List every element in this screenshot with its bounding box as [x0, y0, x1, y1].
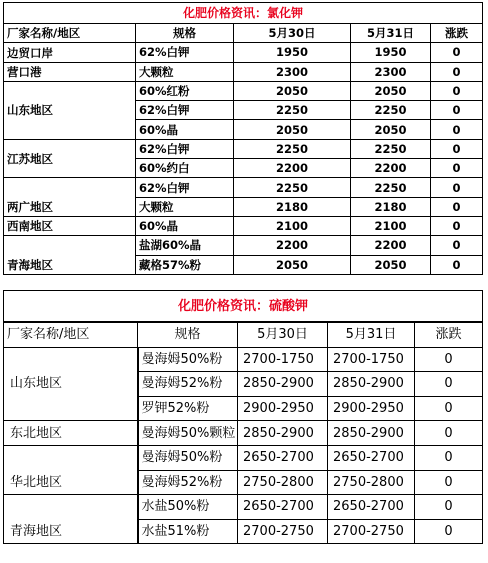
spec-cell: 盐湖60%晶	[136, 236, 234, 255]
table-title: 化肥价格资讯：硫酸钾	[4, 291, 483, 323]
change-cell: 0	[431, 216, 483, 235]
price-cell: 2200	[234, 236, 351, 255]
price-cell: 2050	[351, 255, 431, 274]
price-cell: 2650-2700	[328, 445, 415, 470]
table-row	[4, 495, 483, 520]
column-header-change: 涨跌	[431, 24, 483, 43]
price-cell: 2050	[351, 120, 431, 139]
region-cell: 华北地区	[4, 445, 138, 494]
price-cell: 2200	[351, 159, 431, 178]
column-header-change: 涨跌	[415, 322, 483, 347]
change-cell: 0	[431, 197, 483, 216]
spec-cell: 62%白钾	[136, 101, 234, 120]
price-cell: 2700-2750	[238, 519, 328, 544]
price-cell: 2180	[234, 197, 351, 216]
table-row	[4, 81, 483, 100]
price-cell: 2650-2700	[238, 495, 328, 520]
spec-cell: 60%晶	[136, 216, 234, 235]
change-cell: 0	[431, 139, 483, 158]
price-cell: 2250	[351, 139, 431, 158]
spec-cell: 曼海姆50%粉	[138, 347, 238, 372]
region-cell: 江苏地区	[4, 139, 136, 178]
region-cell: 两广地区	[4, 178, 136, 217]
price-cell: 2850-2900	[328, 372, 415, 397]
region-cell: 东北地区	[4, 421, 138, 446]
table-row	[4, 62, 483, 81]
change-cell: 0	[415, 519, 483, 544]
table-row	[4, 236, 483, 255]
change-cell: 0	[431, 101, 483, 120]
column-header-region: 厂家名称/地区	[4, 322, 138, 347]
change-cell: 0	[431, 120, 483, 139]
table-row	[4, 43, 483, 62]
change-cell: 0	[415, 495, 483, 520]
price-cell: 2300	[234, 62, 351, 81]
region-cell: 山东地区	[4, 347, 138, 421]
column-header-date-1: 5月30日	[238, 322, 328, 347]
table-row	[4, 139, 483, 158]
price-cell: 2050	[234, 81, 351, 100]
change-cell: 0	[415, 470, 483, 495]
spec-cell: 曼海姆50%颗粒	[138, 421, 238, 446]
spec-cell: 水盐50%粉	[138, 495, 238, 520]
column-header-date-2: 5月31日	[351, 24, 431, 43]
potassium-chloride-price-table	[3, 2, 483, 275]
spec-cell: 60%晶	[136, 120, 234, 139]
change-cell: 0	[431, 255, 483, 274]
price-cell: 2900-2950	[238, 396, 328, 421]
spec-cell: 60%红粉	[136, 81, 234, 100]
spec-cell: 曼海姆52%粉	[138, 372, 238, 397]
price-cell: 2250	[234, 101, 351, 120]
price-cell: 2700-1750	[238, 347, 328, 372]
spec-cell: 罗钾52%粉	[138, 396, 238, 421]
price-cell: 2250	[234, 178, 351, 197]
table-header-row	[4, 322, 483, 347]
region-cell: 青海地区	[4, 236, 136, 275]
spec-cell: 62%白钾	[136, 43, 234, 62]
change-cell: 0	[431, 81, 483, 100]
price-cell: 2100	[351, 216, 431, 235]
change-cell: 0	[431, 62, 483, 81]
column-header-date-1: 5月30日	[234, 24, 351, 43]
region-cell: 西南地区	[4, 216, 136, 235]
column-header-date-2: 5月31日	[328, 322, 415, 347]
price-cell: 2250	[351, 101, 431, 120]
spec-cell: 60%约白	[136, 159, 234, 178]
region-cell: 山东地区	[4, 81, 136, 139]
table-row	[4, 216, 483, 235]
change-cell: 0	[415, 347, 483, 372]
change-cell: 0	[415, 396, 483, 421]
column-header-spec: 规格	[136, 24, 234, 43]
price-cell: 2850-2900	[328, 421, 415, 446]
price-cell: 2050	[234, 120, 351, 139]
spec-cell: 水盐51%粉	[138, 519, 238, 544]
spec-cell: 62%白钾	[136, 178, 234, 197]
table-title-row	[4, 3, 483, 24]
price-cell: 2200	[234, 159, 351, 178]
change-cell: 0	[431, 43, 483, 62]
spec-cell: 62%白钾	[136, 139, 234, 158]
region-cell: 青海地区	[4, 495, 138, 544]
price-cell: 2700-2750	[328, 519, 415, 544]
region-cell: 营口港	[4, 62, 136, 81]
column-header-spec: 规格	[138, 322, 238, 347]
column-header-region: 厂家名称/地区	[4, 24, 136, 43]
table-row	[4, 421, 483, 446]
region-cell: 边贸口岸	[4, 43, 136, 62]
price-cell: 2700-1750	[328, 347, 415, 372]
price-cell: 2650-2700	[238, 445, 328, 470]
potassium-sulfate-price-table	[3, 290, 483, 544]
table-title: 化肥价格资讯：氯化钾	[4, 3, 483, 24]
price-cell: 1950	[234, 43, 351, 62]
price-cell: 2750-2800	[238, 470, 328, 495]
price-cell: 2650-2700	[328, 495, 415, 520]
spec-cell: 曼海姆52%粉	[138, 470, 238, 495]
spec-cell: 曼海姆50%粉	[138, 445, 238, 470]
change-cell: 0	[415, 372, 483, 397]
price-cell: 2850-2900	[238, 372, 328, 397]
table-title-row	[4, 291, 483, 323]
price-cell: 2750-2800	[328, 470, 415, 495]
change-cell: 0	[415, 445, 483, 470]
price-cell: 2250	[351, 178, 431, 197]
price-cell: 2050	[234, 255, 351, 274]
table-row	[4, 178, 483, 197]
spec-cell: 大颗粒	[136, 62, 234, 81]
price-cell: 2100	[234, 216, 351, 235]
price-cell: 2850-2900	[238, 421, 328, 446]
change-cell: 0	[431, 178, 483, 197]
price-cell: 2200	[351, 236, 431, 255]
price-cell: 2900-2950	[328, 396, 415, 421]
change-cell: 0	[431, 159, 483, 178]
table-row	[4, 445, 483, 470]
spec-cell: 藏格57%粉	[136, 255, 234, 274]
price-cell: 2180	[351, 197, 431, 216]
price-cell: 2250	[234, 139, 351, 158]
table-row	[4, 347, 483, 372]
table-header-row	[4, 24, 483, 43]
spec-cell: 大颗粒	[136, 197, 234, 216]
price-cell: 2050	[351, 81, 431, 100]
change-cell: 0	[415, 421, 483, 446]
change-cell: 0	[431, 236, 483, 255]
price-cell: 1950	[351, 43, 431, 62]
price-cell: 2300	[351, 62, 431, 81]
